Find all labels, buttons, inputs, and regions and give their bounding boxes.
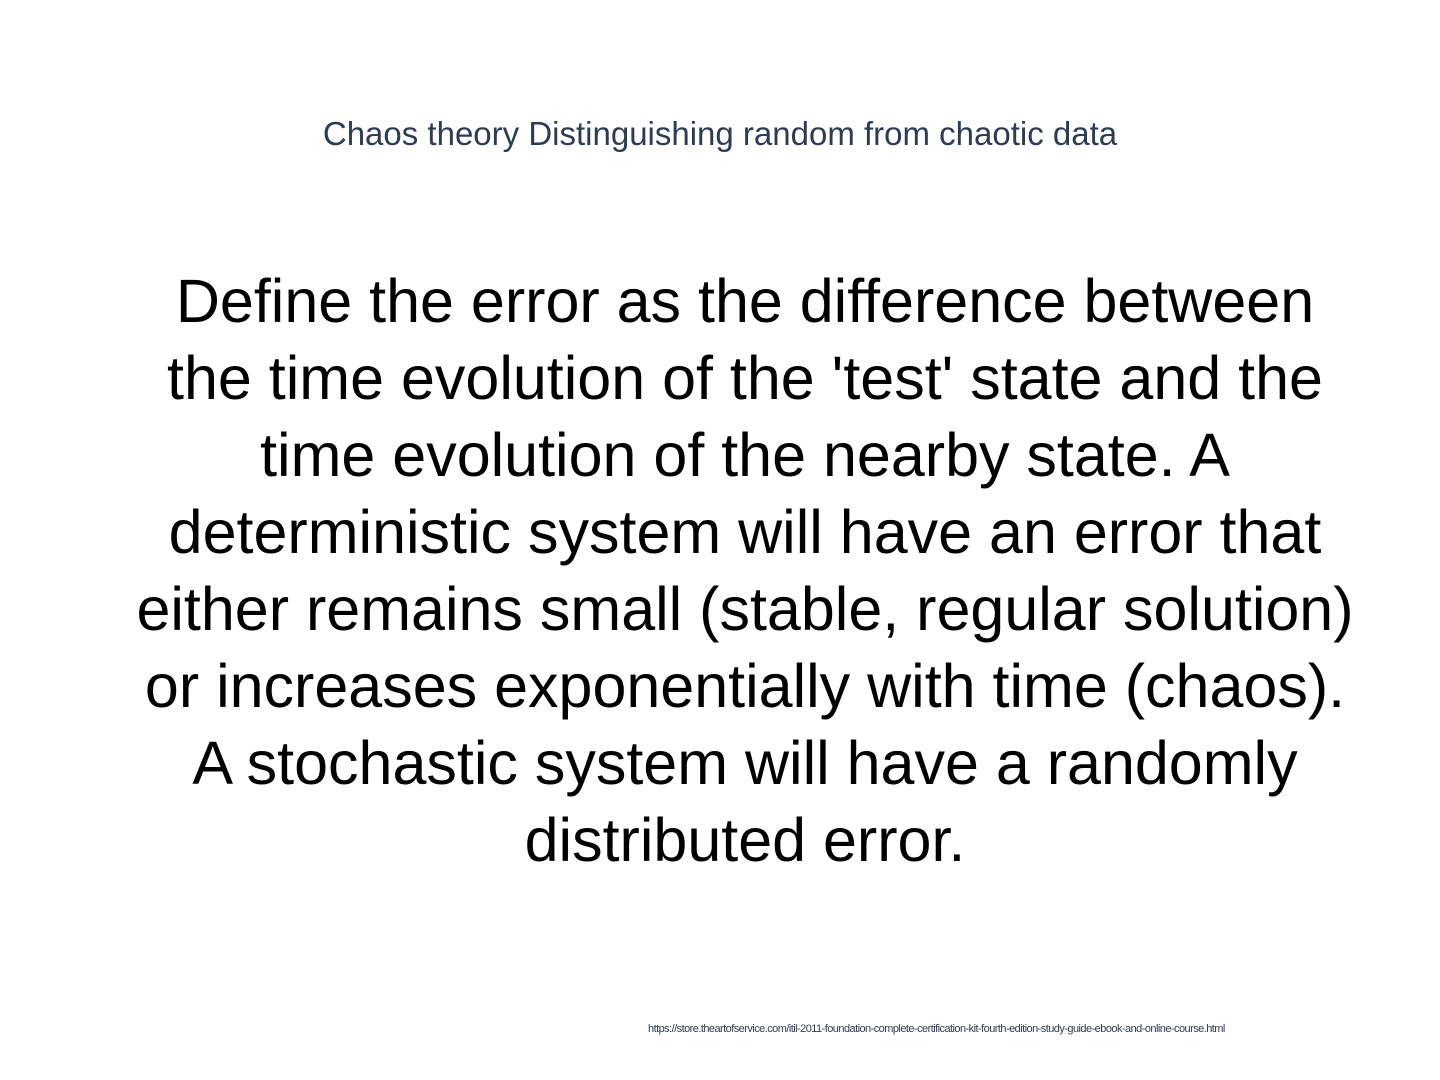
source-url-link[interactable]: https://store.theartofservice.com/itil-2011-foundation-complete-certification-kit-fourth-edition-study-guide-ebook-and-online-course.html: [648, 1023, 1225, 1035]
slide-body-text: Define the error as the difference between the time evolution of the 'test' state and the time evolution of the nearby state. A deterministic system will have an error that either remains small (stable, regular solution) or increases exponentially with time (chaos). A stochastic system will have a randomly distributed error.: [136, 267, 1354, 874]
slide-title: Chaos theory Distinguishing random from chaotic data: [322, 115, 1118, 152]
